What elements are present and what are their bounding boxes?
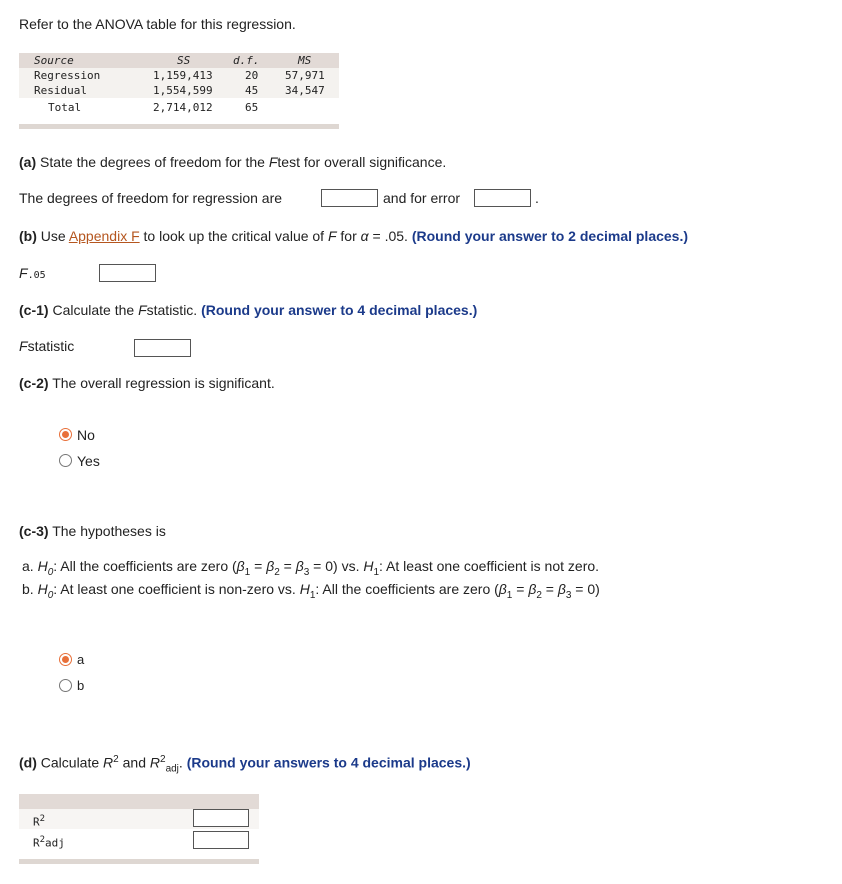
hypothesis-a-text: a. $H_0$: All the coefficients are zero $(\beta_1 = \beta_2 = \beta_3 = 0)$ vs. $H_1$: At least one coefficient is not zero. bbox=[22, 558, 600, 578]
radio-b-label[interactable]: b bbox=[77, 678, 85, 693]
r2-table-footer-bar bbox=[19, 859, 259, 864]
anova-source-total: Total bbox=[48, 101, 82, 114]
part-a-label: (a) bbox=[19, 154, 37, 170]
part-c3-question: (c-3) The hypotheses is bbox=[19, 523, 166, 539]
df-error-input[interactable] bbox=[474, 189, 531, 207]
part-c2-question: (c-2) The overall regression is significant. bbox=[19, 375, 275, 391]
r2adj-row-label: $R^2adj$ bbox=[33, 835, 65, 850]
part-d-label: (d) bbox=[19, 754, 37, 771]
r-squared-table bbox=[19, 794, 259, 866]
anova-header-ms: MS bbox=[298, 54, 312, 67]
anova-header-source: Source bbox=[34, 54, 74, 67]
anova-source-regression: Regression bbox=[34, 69, 101, 82]
part-c1-question: (c-1) Calculate the Fstatistic. (Round your answer to 4 decimal places.) bbox=[19, 302, 478, 318]
df-regression-input[interactable] bbox=[321, 189, 378, 207]
anova-table bbox=[19, 53, 339, 130]
part-a-text1: The degrees of freedom for regression are bbox=[19, 190, 283, 206]
part-a-text2: and for error bbox=[383, 190, 461, 206]
radio-yes-label[interactable]: Yes bbox=[77, 453, 100, 469]
anova-ms-regression: 57,971 bbox=[285, 69, 325, 82]
anova-footer-bar bbox=[19, 124, 339, 129]
part-c1-label: (c-1) bbox=[19, 302, 49, 318]
part-b-label: (b) bbox=[19, 228, 37, 244]
part-a-question: (a) State the degrees of freedom for the Ftest for overall significance. bbox=[19, 154, 447, 170]
radio-no[interactable] bbox=[59, 428, 72, 441]
part-c3-label: (c-3) bbox=[19, 523, 49, 539]
anova-df-residual: 45 bbox=[245, 84, 259, 97]
hypothesis-b-text: b. $H_0$: At least one coefficient is non-zero vs. $H_1$: All the coefficients are zero $(\beta_1 = \beta_2 = \beta_3 = 0)$ bbox=[22, 581, 600, 601]
part-d-question: (d) Calculate $R^2$ and $R^2_{adj}$. (Round your answers to 4 decimal places.) bbox=[19, 754, 471, 775]
anova-ss-residual: 1,554,599 bbox=[153, 84, 213, 97]
part-a-text3: . bbox=[535, 190, 539, 206]
r2-input[interactable] bbox=[193, 809, 249, 827]
part-c2-label: (c-2) bbox=[19, 375, 49, 391]
radio-no-label[interactable]: No bbox=[77, 427, 95, 443]
anova-ss-total: 2,714,012 bbox=[153, 101, 213, 114]
f-statistic-input[interactable] bbox=[134, 339, 191, 357]
anova-header-df: d.f. bbox=[233, 54, 260, 67]
anova-df-regression: 20 bbox=[245, 69, 259, 82]
intro-text: Refer to the ANOVA table for this regression. bbox=[19, 16, 296, 32]
anova-df-total: 65 bbox=[245, 101, 259, 114]
anova-source-residual: Residual bbox=[34, 84, 87, 97]
part-c1-hint: (Round your answer to 4 decimal places.) bbox=[201, 302, 478, 318]
r2-row-label: $R^2$ bbox=[33, 814, 46, 829]
anova-header-ss: SS bbox=[177, 54, 191, 67]
radio-a-label[interactable]: a bbox=[77, 652, 85, 667]
radio-a[interactable] bbox=[59, 653, 72, 666]
r2adj-input[interactable] bbox=[193, 831, 249, 849]
f05-label: F.05 bbox=[19, 265, 46, 281]
appendix-f-link[interactable]: Appendix F bbox=[68, 228, 140, 244]
part-d-hint: (Round your answers to 4 decimal places.) bbox=[186, 754, 471, 771]
anova-ss-regression: 1,159,413 bbox=[153, 69, 213, 82]
radio-yes[interactable] bbox=[59, 454, 72, 467]
anova-ms-residual: 34,547 bbox=[285, 84, 325, 97]
radio-b[interactable] bbox=[59, 679, 72, 692]
part-b-question: (b) Use Appendix F to look up the critical value of F for α = .05. (Round your answer to 2 decimal places.) bbox=[19, 228, 689, 244]
r2-table-header-bg bbox=[19, 794, 259, 809]
part-b-hint: (Round your answer to 2 decimal places.) bbox=[411, 228, 689, 244]
f-statistic-label: Fstatistic bbox=[19, 338, 75, 354]
f-critical-input[interactable] bbox=[99, 264, 156, 282]
